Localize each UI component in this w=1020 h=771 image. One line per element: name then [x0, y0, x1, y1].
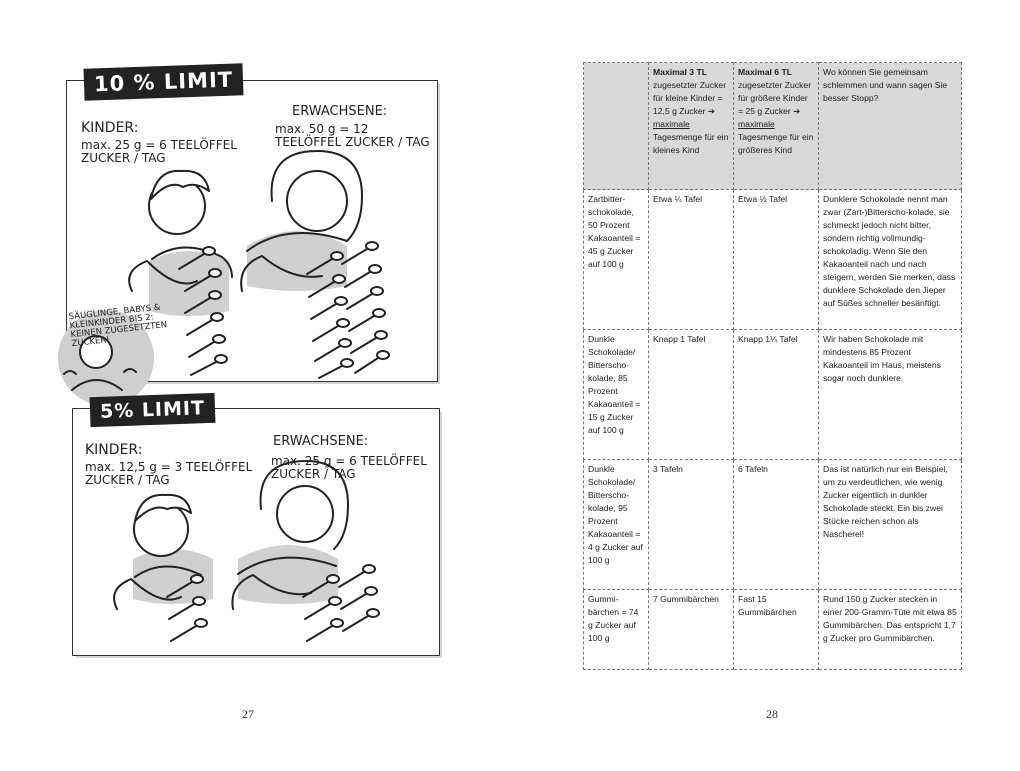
table-row	[584, 460, 962, 590]
adults-label: ERWACHSENE:	[273, 434, 369, 449]
woman-head	[287, 171, 347, 231]
note-cell: Dunklere Schokolade nennt man zwar (Zart-)Bitterscho-kolade, sie schmeckt jedoch nicht bitter, sondern richtig vollmundig-schokoladig. Wenn Sie den Kakaoanteil nach und nach steigern, werden Sie merken, dass dunklere Schokolade den Jieper auf Süßes schneller besänftigt.	[819, 190, 962, 330]
small-kids-cell: 3 Tafeln	[649, 460, 734, 590]
adults-label: ERWACHSENE:	[292, 104, 388, 119]
food-cell: Gummi-bärchen = 74 g Zucker auf 100 g	[584, 590, 649, 670]
header-small-kids-bold: Maximal 3 TL	[653, 67, 707, 77]
page-number-right: 28	[766, 707, 778, 721]
header-question: Wo können Sie gemeinsam schlemmen und wann sagen Sie besser Stopp?	[819, 63, 962, 190]
big-kids-cell: Etwa ½ Tafel	[734, 190, 819, 330]
header-small-kids-underlined: maximale	[653, 119, 690, 129]
limit-10-tag: 10 % LIMIT	[83, 63, 243, 101]
kids-max-text: max. 12,5 g = 3 TEELÖFFEL ZUCKER / TAG	[85, 460, 253, 487]
woman-head	[277, 486, 333, 542]
food-cell: Dunkle Schokolade/ Bitterscho-kolade, 85 Prozent Kakaoanteil = 15 g Zucker auf 100 g	[584, 330, 649, 460]
limit-5-tag: 5% LIMIT	[90, 393, 216, 427]
food-cell: Dunkle Schokolade/ Bitterscho-kolade, 95 Prozent Kakaoanteil = 4 g Zucker auf 100 g	[584, 460, 649, 590]
right-page	[510, 0, 1020, 771]
note-cell: Wir haben Schokolade mit mindestens 85 Prozent Kakaoanteil im Haus, meistens sogar noch dunklere.	[819, 330, 962, 460]
page-number-left: 27	[242, 707, 254, 721]
header-small-kids	[649, 63, 734, 190]
kids-max-text: max. 25 g = 6 TEELÖFFEL ZUCKER / TAG	[81, 138, 237, 165]
header-big-kids-bold: Maximal 6 TL	[738, 67, 792, 77]
big-kids-cell: Knapp 1¼ Tafel	[734, 330, 819, 460]
sugar-table	[583, 62, 962, 670]
header-big-kids	[734, 63, 819, 190]
header-small-kids-text: zugesetzter Zucker für kleine Kinder = 12,5 g Zucker ➔	[653, 80, 727, 116]
header-big-kids-text: zugesetzter Zucker für größere Kinder = 25 g Zucker ➔	[738, 80, 812, 116]
small-kids-cell: 7 Gummibärchen	[649, 590, 734, 670]
table-row	[584, 590, 962, 670]
small-kids-cell: Knapp 1 Tafel	[649, 330, 734, 460]
table-row	[584, 330, 962, 460]
kids-label: KINDER:	[85, 442, 143, 458]
big-kids-cell: Fast 15 Gummibärchen	[734, 590, 819, 670]
header-big-kids-underlined: maximale	[738, 119, 775, 129]
header-empty-cell	[584, 63, 649, 190]
adults-max-text: max. 25 g = 6 TEELÖFFEL ZUCKER / TAG	[271, 454, 427, 481]
table-header-row	[584, 63, 962, 190]
adults-max-text: max. 50 g = 12 TEELÖFFEL ZUCKER / TAG	[275, 122, 430, 149]
small-kids-cell: Etwa ¼ Tafel	[649, 190, 734, 330]
food-cell: Zartbitter-schokolade, 50 Prozent Kakaoanteil = 45 g Zucker auf 100 g	[584, 190, 649, 330]
header-small-kids-tail: Tagesmenge für ein kleines Kind	[653, 132, 729, 155]
panel-5-percent	[72, 408, 440, 656]
note-cell: Rund 150 g Zucker stecken in einer 200-Gramm-Tüte mit etwa 85 Gummibärchen. Das entspricht 1,7 g Zucker pro Gummibärchen.	[819, 590, 962, 670]
kids-label: KINDER:	[81, 120, 139, 136]
infants-note: SÄUGLINGE, BABYS & KLEINKINDER BIS 2: KEINEN ZUGESETZTEN ZUCKER!	[68, 302, 168, 349]
note-cell: Das ist natürlich nur ein Beispiel, um zu verdeutlichen, wie wenig Zucker eigentlich in dunkler Schokolade steckt. Ein bis zwei Stücke reichen schon als Nascherei!	[819, 460, 962, 590]
table-row	[584, 190, 962, 330]
big-kids-cell: 6 Tafeln	[734, 460, 819, 590]
header-big-kids-tail: Tagesmenge für ein größeres Kind	[738, 132, 814, 155]
